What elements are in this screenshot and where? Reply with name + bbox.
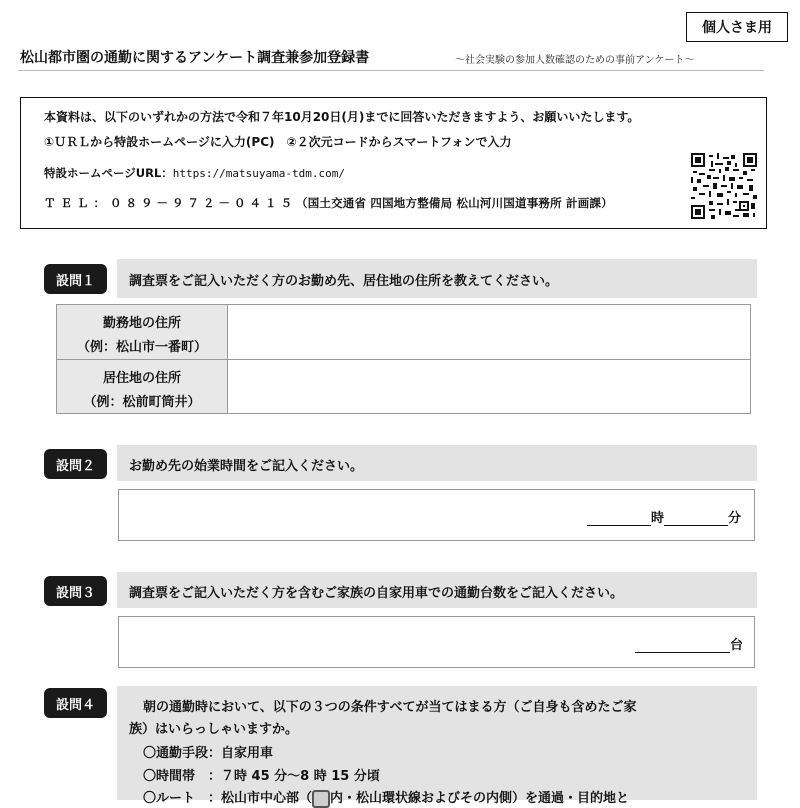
work-address-header bbox=[57, 305, 228, 359]
notice-methods-text: ①ＵＲＬから特設ホームページに入力(PC) ②２次元コードからスマートフォンで入力 bbox=[44, 135, 512, 149]
car-count-input[interactable] bbox=[635, 638, 730, 653]
q4-question-band bbox=[117, 686, 757, 806]
q2-label: 設問２ bbox=[44, 449, 107, 479]
start-time-line bbox=[587, 507, 741, 526]
home-address-label: 居住地の住所 bbox=[102, 371, 181, 386]
car-count-line bbox=[635, 634, 743, 653]
hour-unit: 時 bbox=[651, 511, 665, 526]
page-title: 松山都市圏の通勤に関するアンケート調査兼参加登録書 bbox=[20, 50, 370, 66]
notice-url-line bbox=[44, 165, 345, 181]
q1-address-table bbox=[56, 304, 751, 414]
page-subtitle: ～社会実験の参加人数確認のための事前アンケート～ bbox=[455, 55, 695, 66]
qr-code-icon[interactable] bbox=[691, 153, 757, 219]
tel-number[interactable]: ０８９－９７２－０４１５ bbox=[110, 196, 296, 210]
minute-unit: 分 bbox=[728, 511, 742, 526]
q1-question-band bbox=[117, 259, 757, 298]
q1-question-text: 調査票をご記入いただく方のお勤め先、居住地の住所を教えてください。 bbox=[129, 274, 559, 289]
start-hour-input[interactable] bbox=[587, 511, 651, 526]
home-address-field[interactable] bbox=[229, 360, 750, 413]
q4-route-suffix: 内・松山環状線およびその内側）を通過・目的地と bbox=[330, 791, 630, 806]
q4-condition-time: 〇時間帯 ：７時 45 分～8 時 15 分頃 bbox=[143, 769, 380, 784]
url-label: 特設ホームページURL： bbox=[44, 166, 173, 180]
notice-tel-line bbox=[44, 195, 613, 211]
car-count-unit: 台 bbox=[730, 638, 744, 653]
q3-question-band bbox=[117, 572, 757, 608]
q3-label: 設問３ bbox=[44, 576, 107, 606]
start-minute-input[interactable] bbox=[664, 511, 728, 526]
notice-box bbox=[20, 97, 767, 229]
tel-label: ＴＥＬ： bbox=[44, 196, 110, 210]
q3-question-text: 調査票をご記入いただく方を含むご家族の自家用車での通勤台数をご記入ください。 bbox=[129, 586, 624, 601]
q4-route-prefix: 〇ルート ：松山市中心部（ bbox=[143, 791, 313, 806]
work-address-field[interactable] bbox=[229, 305, 750, 359]
tel-organization: （国土交通省 四国地方整備局 松山河川国道事務所 計画課） bbox=[296, 196, 613, 210]
home-address-example: （例：松前町筒井） bbox=[83, 395, 201, 410]
q3-answer-box bbox=[118, 616, 755, 668]
work-address-example: （例：松山市一番町） bbox=[76, 340, 207, 355]
home-address-header bbox=[57, 359, 228, 413]
q2-question-text: お勤め先の始業時間をご記入ください。 bbox=[129, 459, 364, 474]
q4-condition-commute: 〇通勤手段：自家用車 bbox=[143, 746, 274, 761]
q1-label: 設問１ bbox=[44, 264, 107, 294]
title-divider bbox=[18, 70, 764, 71]
map-area-square-icon bbox=[312, 790, 330, 808]
notice-deadline-text: 本資料は、以下のいずれかの方法で令和７年10月20日(月)までに回答いただきますよう、お願いいたします。 bbox=[44, 110, 640, 124]
q4-question-line1: 朝の通勤時において、以下の３つの条件すべてが当てはまる方（ご自身も含めたご家 bbox=[143, 700, 637, 715]
q4-condition-route bbox=[143, 787, 629, 808]
q4-question-line2: 族）はいらっしゃいますか。 bbox=[129, 722, 299, 737]
special-site-url-link[interactable]: https://matsuyama-tdm.com/ bbox=[172, 167, 345, 180]
q2-answer-box bbox=[118, 489, 755, 541]
work-address-label: 勤務地の住所 bbox=[102, 316, 181, 331]
form-type-tag: 個人さま用 bbox=[686, 12, 788, 42]
q4-label: 設問４ bbox=[44, 688, 107, 718]
q2-question-band bbox=[117, 445, 757, 481]
